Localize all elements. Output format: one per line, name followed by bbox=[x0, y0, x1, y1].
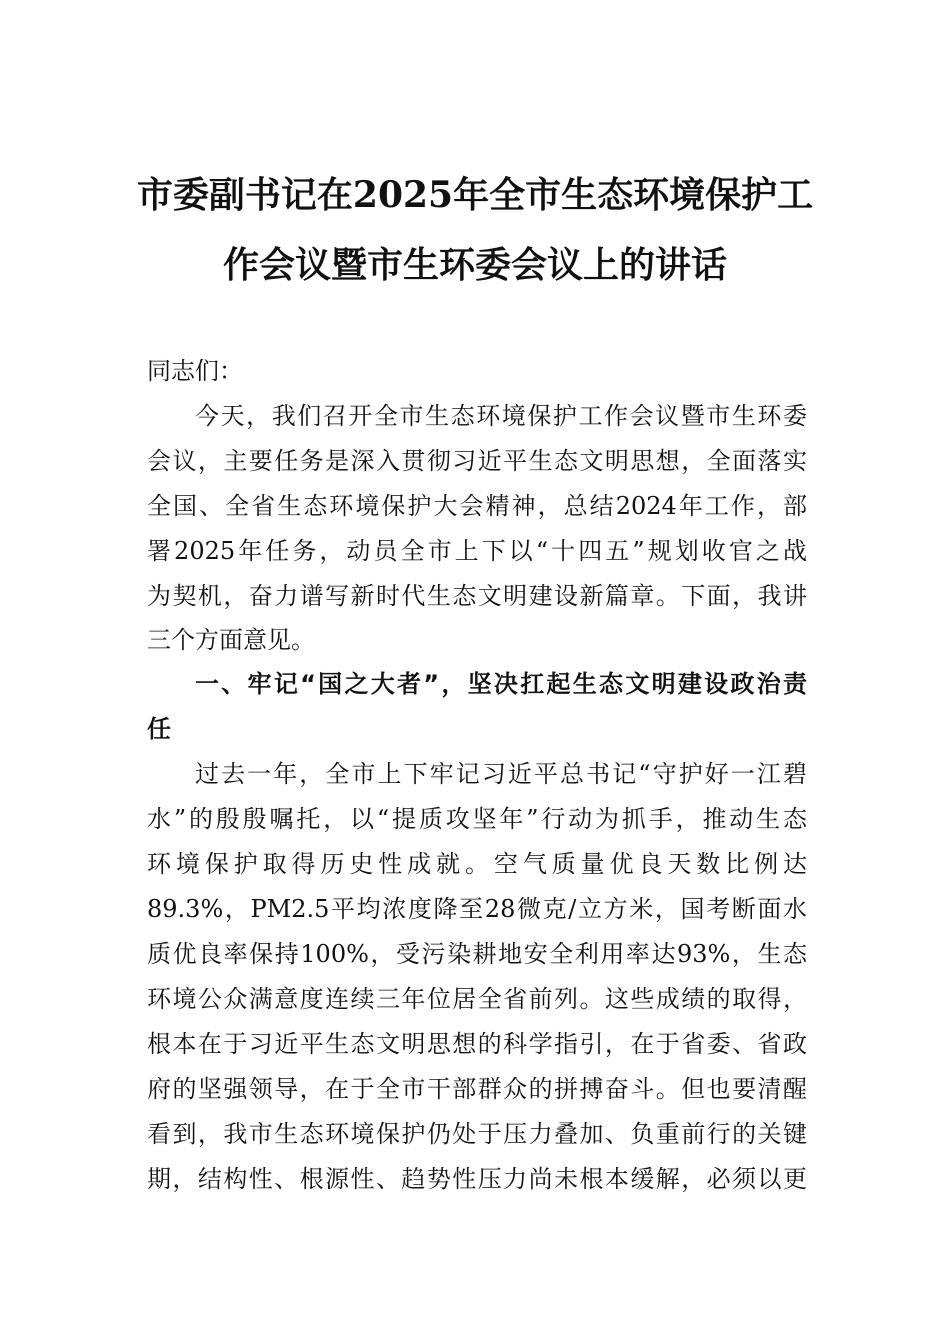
body-line: 环境保护取得历史性成就。空气质量优良天数比例达 bbox=[147, 850, 807, 878]
body-line: 府的坚强领导，在于全市干部群众的拼搏奋斗。但也要清醒 bbox=[147, 1075, 807, 1103]
intro-line: 三个方面意见。 bbox=[147, 626, 315, 654]
section-heading-line: 一、牢记“国之大者”，坚决扛起生态文明建设政治责 bbox=[195, 670, 807, 698]
document-title-line-1: 市委副书记在2025年全市生态环境保护工 bbox=[136, 174, 814, 216]
body-line: 89.3%，PM2.5平均浓度降至28微克/立方米，国考断面水 bbox=[147, 895, 807, 923]
body-line: 环境公众满意度连续三年位居全省前列。这些成绩的取得， bbox=[147, 985, 807, 1013]
salutation: 同志们： bbox=[147, 357, 243, 385]
intro-line: 今天，我们召开全市生态环境保护工作会议暨市生环委 bbox=[195, 402, 807, 430]
body-line: 过去一年，全市上下牢记习近平总书记“守护好一江碧 bbox=[195, 760, 807, 788]
section-heading-line: 任 bbox=[147, 715, 171, 743]
body-line: 质优良率保持100%，受污染耕地安全利用率达93%，生态 bbox=[147, 940, 807, 968]
body-line: 期，结构性、根源性、趋势性压力尚未根本缓解，必须以更 bbox=[147, 1165, 807, 1193]
body-line: 看到，我市生态环境保护仍处于压力叠加、负重前行的关键 bbox=[147, 1120, 807, 1148]
body-line: 水”的殷殷嘱托，以“提质攻坚年”行动为抓手，推动生态 bbox=[147, 805, 807, 833]
document-title-line-2: 作会议暨市生环委会议上的讲话 bbox=[222, 244, 727, 286]
body-line: 根本在于习近平生态文明思想的科学指引，在于省委、省政 bbox=[147, 1030, 807, 1058]
intro-line: 全国、全省生态环境保护大会精神，总结2024年工作，部 bbox=[147, 492, 807, 520]
intro-line: 为契机，奋力谱写新时代生态文明建设新篇章。下面，我讲 bbox=[147, 582, 807, 610]
intro-line: 署2025年任务，动员全市上下以“十四五”规划收官之战 bbox=[147, 537, 807, 565]
intro-line: 会议，主要任务是深入贯彻习近平生态文明思想，全面落实 bbox=[147, 447, 807, 475]
